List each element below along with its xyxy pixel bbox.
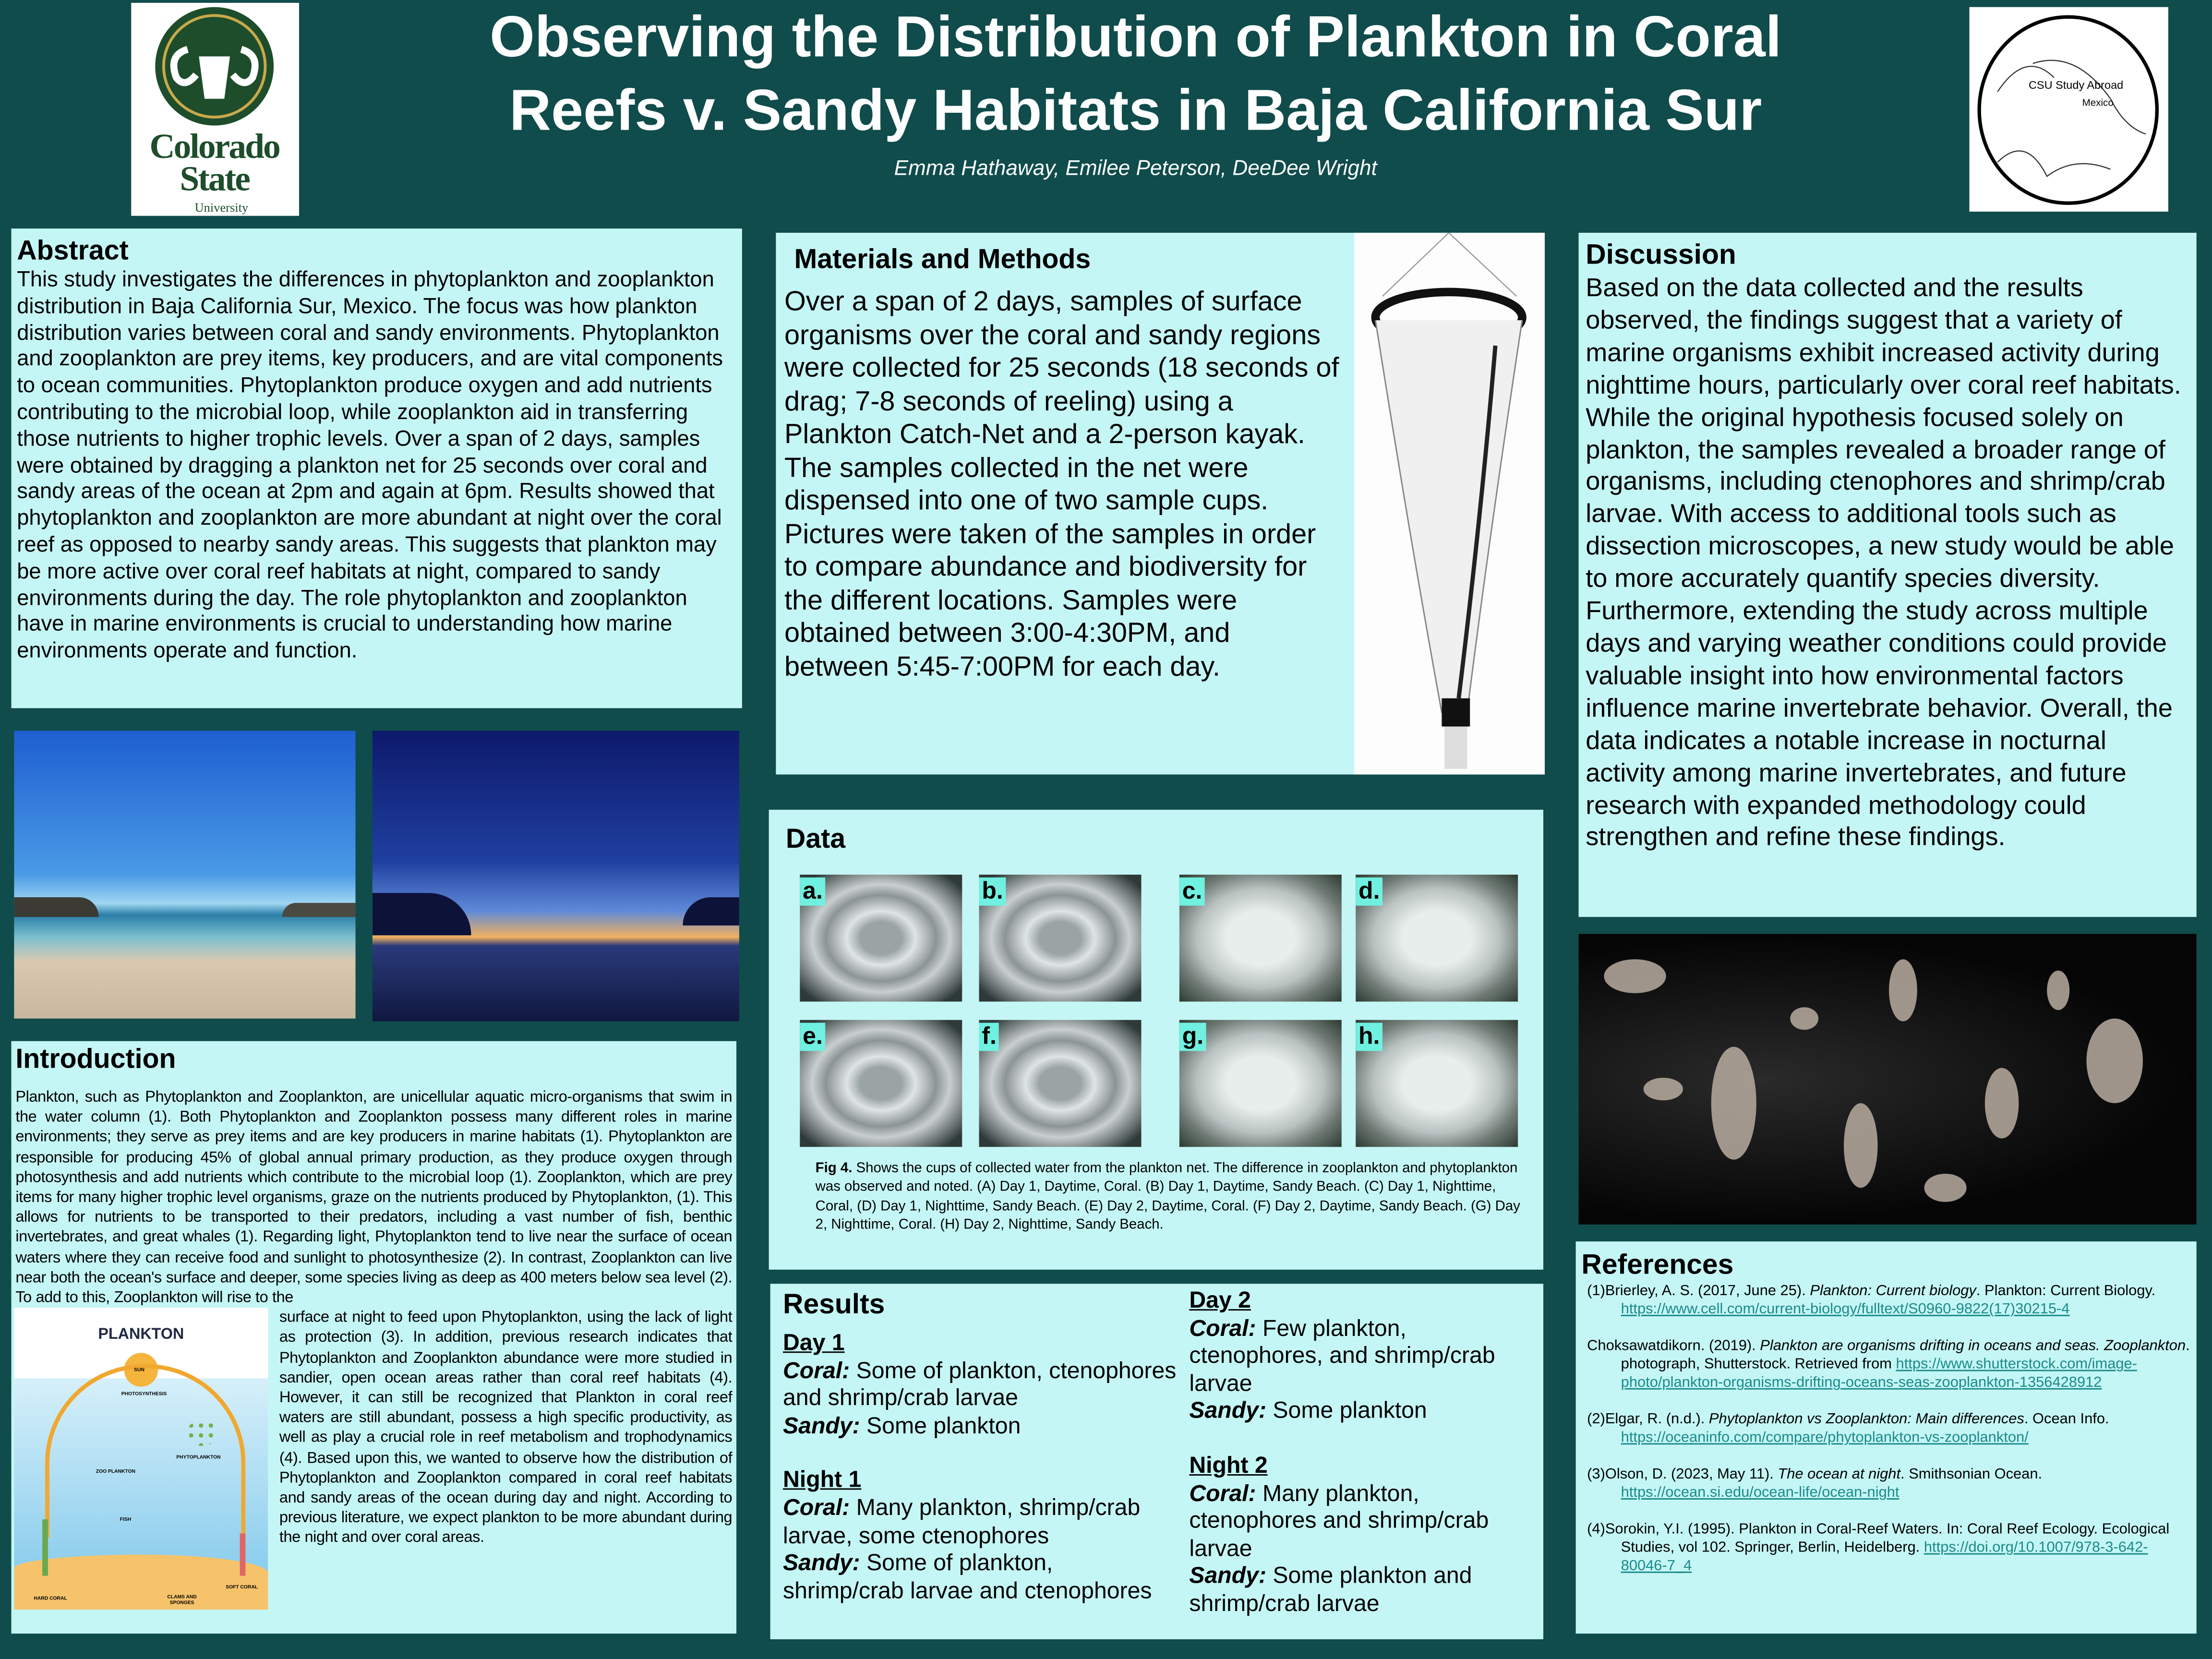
- authors: Emma Hathaway, Emilee Peterson, DeeDee Wright: [894, 156, 1377, 181]
- diagram-sun-label: SUN: [134, 1367, 144, 1373]
- introduction-heading: Introduction: [15, 1044, 176, 1075]
- references-heading: References: [1581, 1250, 1734, 1281]
- results-block: [1189, 1288, 1527, 1426]
- coral-label: Coral:: [783, 1358, 850, 1383]
- caption-text: Shows the cups of collected water from the plankton net. The difference in zooplankton and phytoplankton was observed and noted. (A) Day 1, Daytime, Coral. (B) Day 1, Daytime, Sandy Beach. (C) Day 1, Nighttime, Coral, (D) Day 1, Nighttime, Sandy Beach. (E) Day 2, Daytime, Coral. (F) Day 2, Daytime, Sandy Beach. (G) Day 2, Nighttime, Coral. (H) Day 2, Nighttime, Sandy Beach.: [815, 1161, 1520, 1233]
- caption-label: Fig 4.: [815, 1161, 853, 1177]
- sample-cup-photo: [1356, 875, 1518, 1001]
- results-sandy: [783, 1413, 1178, 1441]
- introduction-text-1: Plankton, such as Phytoplankton and Zooplankton, are unicellular aquatic micro-organisms that swim in the water column (1). Both Phytoplankton and Zooplankton possess many different roles in marine environments; they serve as prey items and are key producers in marine habitats (1). Phytoplankton are responsible for producing 45% of global annual primary production, as they produce oxygen through photosynthesis and add nutrients which contribute to the microbial loop (1). Zooplankton, which are prey items for many higher trophic level organisms, graze on the nutrients produced by Phytoplankton, (1). This allows for nutrients to be transported to their predators, including a vast number of fish, benthic invertebrates, and great whales (1). Regarding light, Phytoplankton tend to live near the surface of ocean waters where they can receive food and sunlight to photosynthesize (2). In contrast, Zooplankton can live near both the ocean's surface and deeper, some species living as deep as 400 meters below sea level (2). To add to this, Zooplankton will rise to the: [15, 1089, 733, 1307]
- coral-text: Many plankton, ctenophores and shrimp/crab larvae: [1189, 1480, 1489, 1562]
- logo-text-colorado: Colorado: [149, 127, 279, 166]
- results-panel: [770, 1284, 1543, 1639]
- reference-authors: Choksawatdikorn. (2019).: [1587, 1337, 1760, 1355]
- results-coral: [783, 1495, 1178, 1551]
- results-block: [783, 1330, 1178, 1441]
- plankton-diagram: [14, 1308, 268, 1610]
- methods-text: Over a span of 2 days, samples of surface organisms over the coral and sandy regions were collected for 25 seconds (18 seconds of drag; 7-8 seconds of reeling) using a Plankton Catch-Net and a 2-person kayak. The samples collected in the net were dispensed into one of two sample cups. Pictures were taken of the samples in order to compare abundance and biodiversity for the different locations. Samples were obtained between 3:00-4:30PM, and between 5:45-7:00PM for each day.: [784, 286, 1339, 682]
- zooplankton-photo: [1578, 934, 2196, 1224]
- logo-text-state: State: [180, 159, 249, 198]
- cup-label: f.: [979, 1023, 999, 1051]
- methods-panel: [776, 233, 1545, 774]
- introduction-text-2: surface at night to feed upon Phytoplankton, using the lack of light as protection (3). In addition, previous research indicates that Phytoplankton and Zooplankton abundance were more studied in sandier, open ocean areas rather than coral reef habitats (4). However, it can still be recognized that Plankton in coral reef waters are still abundant, possess a high specific productivity, as well as play a crucial role in reef metabolism and trophodynamics (4). Based upon this, we wanted to observe how the distribution of Phytoplankton and Zooplankton compared in coral reef habitats and sandy areas of the ocean during day and night. According to previous literature, we expect plankton to be more abundant during the night and over coral areas.: [279, 1309, 733, 1547]
- title-line-1: Observing the Distribution of Plankton in Coral: [490, 4, 1782, 70]
- results-coral: [1189, 1480, 1527, 1563]
- reference-link[interactable]: https://doi.org/10.1007/978-3-642-80046-7_4: [1621, 1539, 2148, 1575]
- reference-item: [1581, 1521, 2191, 1576]
- sample-cup-photo: [1356, 1020, 1518, 1147]
- sample-cup-photo: [800, 875, 962, 1001]
- sandy-label: Sandy:: [1189, 1563, 1267, 1589]
- reference-item: [1581, 1466, 2191, 1502]
- reference-source: . Plankton: Current Biology.: [1976, 1282, 2156, 1299]
- reference-authors: (3)Olson, D. (2023, May 11).: [1587, 1466, 1778, 1483]
- results-period: Day 1: [783, 1330, 845, 1356]
- discussion-panel: [1578, 233, 2196, 917]
- sandy-label: Sandy:: [783, 1551, 860, 1576]
- diagram-zoo-label: ZOO PLANKTON: [96, 1468, 135, 1475]
- diagram-photosynthesis-label: PHOTOSYNTHESIS: [121, 1391, 167, 1397]
- sample-cup-photo: [979, 1020, 1142, 1147]
- diagram-soft-coral-label: SOFT CORAL: [226, 1584, 258, 1590]
- cup-label: h.: [1356, 1023, 1382, 1051]
- results-coral: [783, 1358, 1178, 1413]
- reference-title: Phytoplankton vs Zooplankton: Main differences: [1708, 1410, 2024, 1428]
- abstract-text: This study investigates the differences in phytoplankton and zooplankton distribution in Baja California Sur, Mexico. The focus was how plankton distribution varies between coral and sandy environments. Phytoplankton and zooplankton are prey items, key producers, and are vital components to ocean communities. Phytoplankton produce oxygen and add nutrients contributing to the microbial loop, while zooplankton aid in transferring those nutrients to higher trophic levels. Over a span of 2 days, samples were obtained by dragging a plankton net for 25 seconds over coral and sandy areas of the ocean at 2pm and again at 6pm. Results showed that phytoplankton and zooplankton are more abundant at night over the coral reef as opposed to nearby sandy areas. This suggests that plankton may be more active over coral reef habitats at night, compared to sandy environments during the day. The role phytoplankton and zooplankton have in marine environments is crucial to understanding how marine environments operate and function.: [17, 268, 723, 663]
- reference-item: [1581, 1282, 2191, 1319]
- methods-heading: Materials and Methods: [794, 244, 1091, 276]
- logo-text-university: University: [194, 200, 249, 215]
- sandy-label: Sandy:: [783, 1413, 860, 1439]
- sample-cup-photo: [800, 1020, 962, 1147]
- poster-title: [353, 0, 1919, 147]
- sample-cup-photo: [1179, 1020, 1342, 1147]
- sandy-text: Some plankton and shrimp/crab larvae: [1189, 1563, 1472, 1617]
- cup-label: b.: [979, 878, 1006, 906]
- abstract-heading: Abstract: [17, 235, 129, 267]
- data-heading: Data: [785, 824, 846, 855]
- cup-label: a.: [800, 878, 825, 906]
- diagram-title: PLANKTON: [98, 1326, 184, 1344]
- sample-cup-photo: [979, 875, 1142, 1001]
- title-line-2: Reefs v. Sandy Habitats in Baja California Sur: [509, 77, 1762, 143]
- results-period: Night 1: [783, 1467, 862, 1493]
- reference-link[interactable]: https://www.shutterstock.com/image-photo/plankton-organisms-drifting-oceans-seas-zooplankton-1356428912: [1621, 1356, 2138, 1391]
- sandy-text: Some plankton: [860, 1413, 1021, 1439]
- sandy-text: Some of plankton, shrimp/crab larvae and ctenophores: [783, 1551, 1152, 1604]
- cup-label: e.: [800, 1023, 825, 1051]
- coral-label: Coral:: [1189, 1480, 1256, 1506]
- results-heading: Results: [783, 1289, 885, 1321]
- reference-item: [1581, 1411, 2191, 1447]
- reference-title: Plankton: Current biology: [1810, 1282, 1976, 1299]
- figure-caption: [816, 1160, 1521, 1235]
- data-panel: [769, 810, 1543, 1270]
- abstract-panel: [12, 228, 742, 708]
- diagram-hard-coral-label: HARD CORAL: [34, 1596, 67, 1602]
- reference-title: The ocean at night: [1778, 1466, 1901, 1483]
- beach-daytime-photo: [14, 731, 355, 1019]
- plankton-net-photo: [1354, 233, 1545, 774]
- reference-authors: (2)Elgar, R. (n.d.).: [1587, 1410, 1709, 1428]
- cup-label: d.: [1356, 878, 1382, 906]
- study-abroad-logo: [1970, 7, 2168, 212]
- diagram-fish-label: FISH: [120, 1516, 132, 1523]
- reference-title: Plankton are organisms drifting in oceans and seas. Zooplankton: [1760, 1337, 2186, 1355]
- discussion-text: Based on the data collected and the results observed, the findings suggest that a variety of marine organisms exhibit increased activity during nighttime hours, particularly over coral reef habitats. While the original hypothesis focused solely on plankton, the samples revealed a broader range of organisms, including ctenophores and shrimp/crab larvae. With access to additional tools such as dissection microscopes, a new study would be able to more accurately quantify species diversity. Furthermore, extending the study across multiple days and varying weather conditions could provide valuable insight into how environmental factors influence marine invertebrate behavior. Overall, the data indicates a notable increase in nocturnal activity among marine invertebrates, and future research with expanded methodology could strengthen and refine these findings.: [1586, 272, 2181, 852]
- references-panel: [1576, 1241, 2197, 1634]
- results-sandy: [783, 1551, 1178, 1606]
- coral-label: Coral:: [1189, 1315, 1256, 1341]
- coral-text: Many plankton, shrimp/crab larvae, some ctenophores: [783, 1495, 1141, 1549]
- coral-label: Coral:: [783, 1495, 850, 1521]
- results-sandy: [1189, 1398, 1527, 1426]
- cup-label: g.: [1179, 1023, 1206, 1051]
- reference-item: [1581, 1337, 2191, 1393]
- cup-label: c.: [1179, 878, 1205, 906]
- logo-text: CSU Study Abroad: [2028, 79, 2124, 92]
- reference-source: . photograph, Shutterstock. Retrieved from: [1621, 1337, 2190, 1373]
- introduction-panel: [12, 1041, 737, 1634]
- results-period: Night 2: [1189, 1453, 1268, 1479]
- coral-text: Some of plankton, ctenophores and shrimp/crab larvae: [783, 1358, 1177, 1411]
- reference-authors: (4)Sorokin, Y.I. (1995). Plankton in Coral-Reef Waters. In: Coral Reef Ecology. Ecological Studies, vol 102. Springer, Berlin, Heidelberg.: [1587, 1521, 2170, 1556]
- reference-link[interactable]: https://www.cell.com/current-biology/fulltext/S0960-9822(17)30215-4: [1621, 1300, 2070, 1318]
- reference-source: . Ocean Info.: [2024, 1410, 2109, 1428]
- results-sandy: [1189, 1563, 1527, 1619]
- sandy-label: Sandy:: [1189, 1398, 1267, 1424]
- results-block: [1189, 1453, 1527, 1619]
- sandy-text: Some plankton: [1266, 1398, 1427, 1424]
- results-period: Day 2: [1189, 1288, 1251, 1314]
- reference-link[interactable]: https://oceaninfo.com/compare/phytoplankton-vs-zooplankton/: [1621, 1429, 2029, 1446]
- diagram-clams-label: CLAMS AND SPONGES: [167, 1594, 197, 1606]
- reference-link[interactable]: https://ocean.si.edu/ocean-life/ocean-night: [1621, 1484, 1899, 1501]
- discussion-heading: Discussion: [1586, 240, 1736, 271]
- results-block: [783, 1467, 1178, 1606]
- csu-logo: [131, 3, 299, 216]
- coral-text: Few plankton, ctenophores, and shrimp/crab larvae: [1189, 1315, 1495, 1396]
- reference-authors: (1)Brierley, A. S. (2017, June 25).: [1587, 1282, 1810, 1299]
- diagram-phyto-label: PHYTOPLANKTON: [176, 1455, 221, 1461]
- results-coral: [1189, 1316, 1527, 1399]
- logo-text-mexico: Mexico: [2082, 97, 2114, 108]
- sample-cup-photo: [1179, 875, 1342, 1001]
- reference-source: . Smithsonian Ocean.: [1900, 1466, 2043, 1483]
- beach-sunset-photo: [373, 731, 739, 1021]
